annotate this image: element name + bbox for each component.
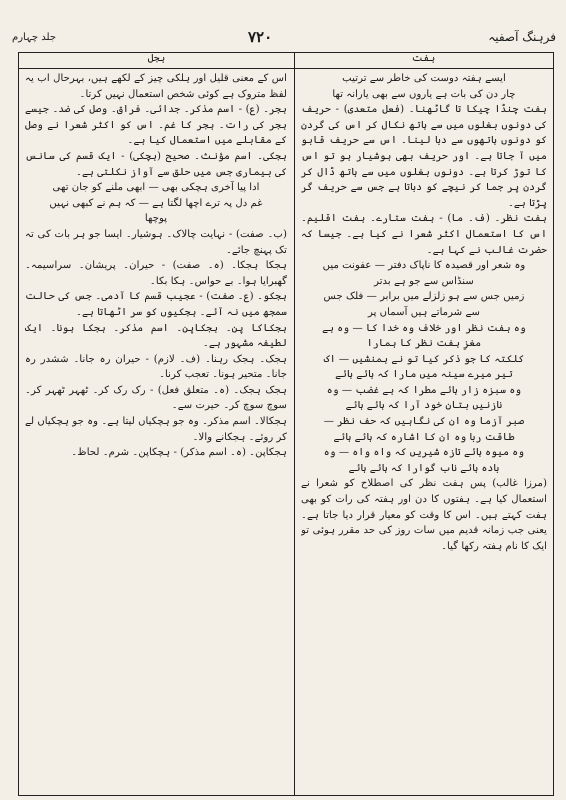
verse-line: وہ سبزہ زار ہائے مطرا کہ ہے غضب — وہ نازنیں بتانِ خود آرا کہ ہائے ہائے xyxy=(326,384,522,412)
right-column-heading: ہفت xyxy=(294,53,553,69)
entry-paragraph: ہجر۔ (ع) - اسم مذکر۔ جدائی۔ فراق۔ وصل کی ضد۔ جیسے ہجر کی رات۔ ہجر کا غم۔ اس کو اکثر شعرا نے وصل کے مقابلے میں استعمال کیا ہے۔ xyxy=(25,104,287,147)
entry-paragraph: ہجک۔ ہجک رہنا۔ (ف۔ لازم) - حیران رہ جانا۔ ششدر رہ جانا۔ متحیر ہونا۔ تعجب کرنا۔ xyxy=(25,353,287,381)
entry-paragraph: ہجکالا۔ اسم مذکر۔ وہ جو ہچکیاں لیتا ہے۔ وہ جو ہچکیاں لے کر روئے۔ ہجکانے والا۔ xyxy=(25,416,287,443)
verse-line: چار دن کی بات ہے یاروں سے بھی یارانہ تھا xyxy=(332,88,516,100)
book-title: فرہنگ آصفیہ xyxy=(488,30,556,44)
left-column-text xyxy=(25,71,287,791)
verse-line: صبر آزما وہ ان کی نگاہیں کہ حف نظر — طاقت ربا وہ ان کا اشارہ کہ ہائے ہائے xyxy=(323,416,525,443)
verse-line: ادا پیا آخری ہچکی بھی — ابھی ملنے کو جان تھی xyxy=(52,182,260,194)
text-frame xyxy=(18,52,554,796)
entry-paragraph: ہجکاکا پن۔ ہجکاپن۔ اسم مذکر۔ ہجکا ہونا۔ ایک لطیفہ مشہور ہے۔ xyxy=(25,322,287,350)
entry-paragraph: ہجکو۔ (ع۔ صفت) - عجیب قسم کا آدمی۔ جس کی حالت سمجھ میں نہ آئے۔ ہجکیوں کو سر اٹھاتا ہے۔ xyxy=(25,291,287,318)
entry-paragraph: اس کے معنی قلیل اور ہلکی چیز کے لکھے ہیں، بہرحال اب یہ لفظ متروک ہے کوئی شخص استعمال نہیں کرتا۔ xyxy=(25,73,287,100)
right-column-text xyxy=(301,71,547,791)
verse-line: کلکتہ کا جو ذکر کیا تو نے ہمنشیں — اک تیر میرے سینہ میں مارا کہ ہائے ہائے xyxy=(323,353,525,381)
entry-paragraph: ہفت چنڈا چیکا تا گاٹھنا۔ (فعل متعدی) - حریف کی دونوں بغلوں میں سے ہاتھ نکال کر اس کی گردن کو دونوں ہاتھوں سے دبا لینا۔ اس سے حریف قابو میں آ جاتا ہے۔ اور حریف بھی ہوشیار ہو تو اس کا توڑ کرتا ہے۔ دونوں بغلوں میں سے ہاتھ ڈال کر گردن پر جما کر نیچے کو دباتا ہے جس سے حریف گر پڑتا ہے۔ xyxy=(301,104,547,209)
page-header xyxy=(8,8,558,48)
page-number: ۷۲۰ xyxy=(248,28,273,46)
entry-paragraph: ہجکا ہجکا۔ (ہ۔ صفت) - حیران۔ پریشان۔ سراسیمہ۔ گھبرایا ہوا۔ بے حواس۔ ہکا بکا۔ xyxy=(25,260,287,287)
verse-line: غم دل پہ ترے اچھا لگتا ہے — کہ ہم نے کبھی نہیں پوچھا xyxy=(49,197,263,225)
entry-paragraph: ہفت نظر۔ (ف۔ ما) - ہفت ستارے۔ ہفت اقلیم۔ اس کا استعمال اکثر شعرا نے کیا ہے۔ جیسا کہ حضرت غالب نے کہا ہے۔ xyxy=(301,213,547,256)
entry-paragraph: (ب۔ صفت) - نہایت چالاک۔ ہوشیار۔ ایسا جو ہر بات کی تہ تک پہنچ جائے۔ xyxy=(25,228,287,256)
dictionary-page xyxy=(8,8,558,792)
entry-paragraph: ہجکاپن۔ (ہ۔ اسم مذکر) - ہچکاپن۔ شرم۔ لحاظ۔ xyxy=(71,447,287,459)
entry-paragraph: (مرزا غالب) پس ہفت نظر کی اصطلاح کو شعرا نے استعمال کیا ہے۔ ہفتوں کا دن اور ہفتہ کی رات کو بھی ہفت کہتے ہیں۔ اس کا وقت کو معیار قرار دیا جاتا ہے۔ یعنی جب زمانہ قدیم میں سات روز کی حد مقرر ہوئی تو ایک کا نام ہفتہ رکھا گیا۔ xyxy=(301,478,547,552)
volume-label: جلد چہارم xyxy=(12,32,57,43)
verse-line: وہ شعر اور قصیدہ کا ناپاک دفتر — عفونت میں سنڈاس سے جو ہے بدتر xyxy=(322,260,526,287)
verse-line: وہ ہفت نظر اور خلاف وہ خدا کا — وہ ہے مغزِ ہفت نظر کا ہمارا xyxy=(322,322,526,350)
verse-line: ایسے ہفتہ دوست کی خاطر سے ترتیب xyxy=(342,73,506,84)
entry-paragraph: ہجکی۔ اسم مؤنث۔ صحیح (ہچکی) - ایک قسم کی سانس کی بیماری جس میں حلق سے آواز نکلتی ہے۔ xyxy=(25,150,287,178)
entry-paragraph: ہجک ہجک۔ (ہ۔ متعلق فعل) - رک رک کر۔ ٹھہر ٹھہر کر۔ سوچ سوچ کر۔ حیرت سے۔ xyxy=(25,384,287,412)
verse-line: زمیں جس سے ہو زلزلے میں برابر — فلک جس سے شرماتے ہیں آسماں پر xyxy=(323,291,525,318)
verse-line: وہ میوہ ہائے تازہ شیریں کہ واہ واہ — وہ بادہ ہائے ناب گوارا کہ ہائے ہائے xyxy=(323,447,525,474)
column-divider xyxy=(294,53,295,795)
left-column-heading: ہجل xyxy=(19,53,294,69)
